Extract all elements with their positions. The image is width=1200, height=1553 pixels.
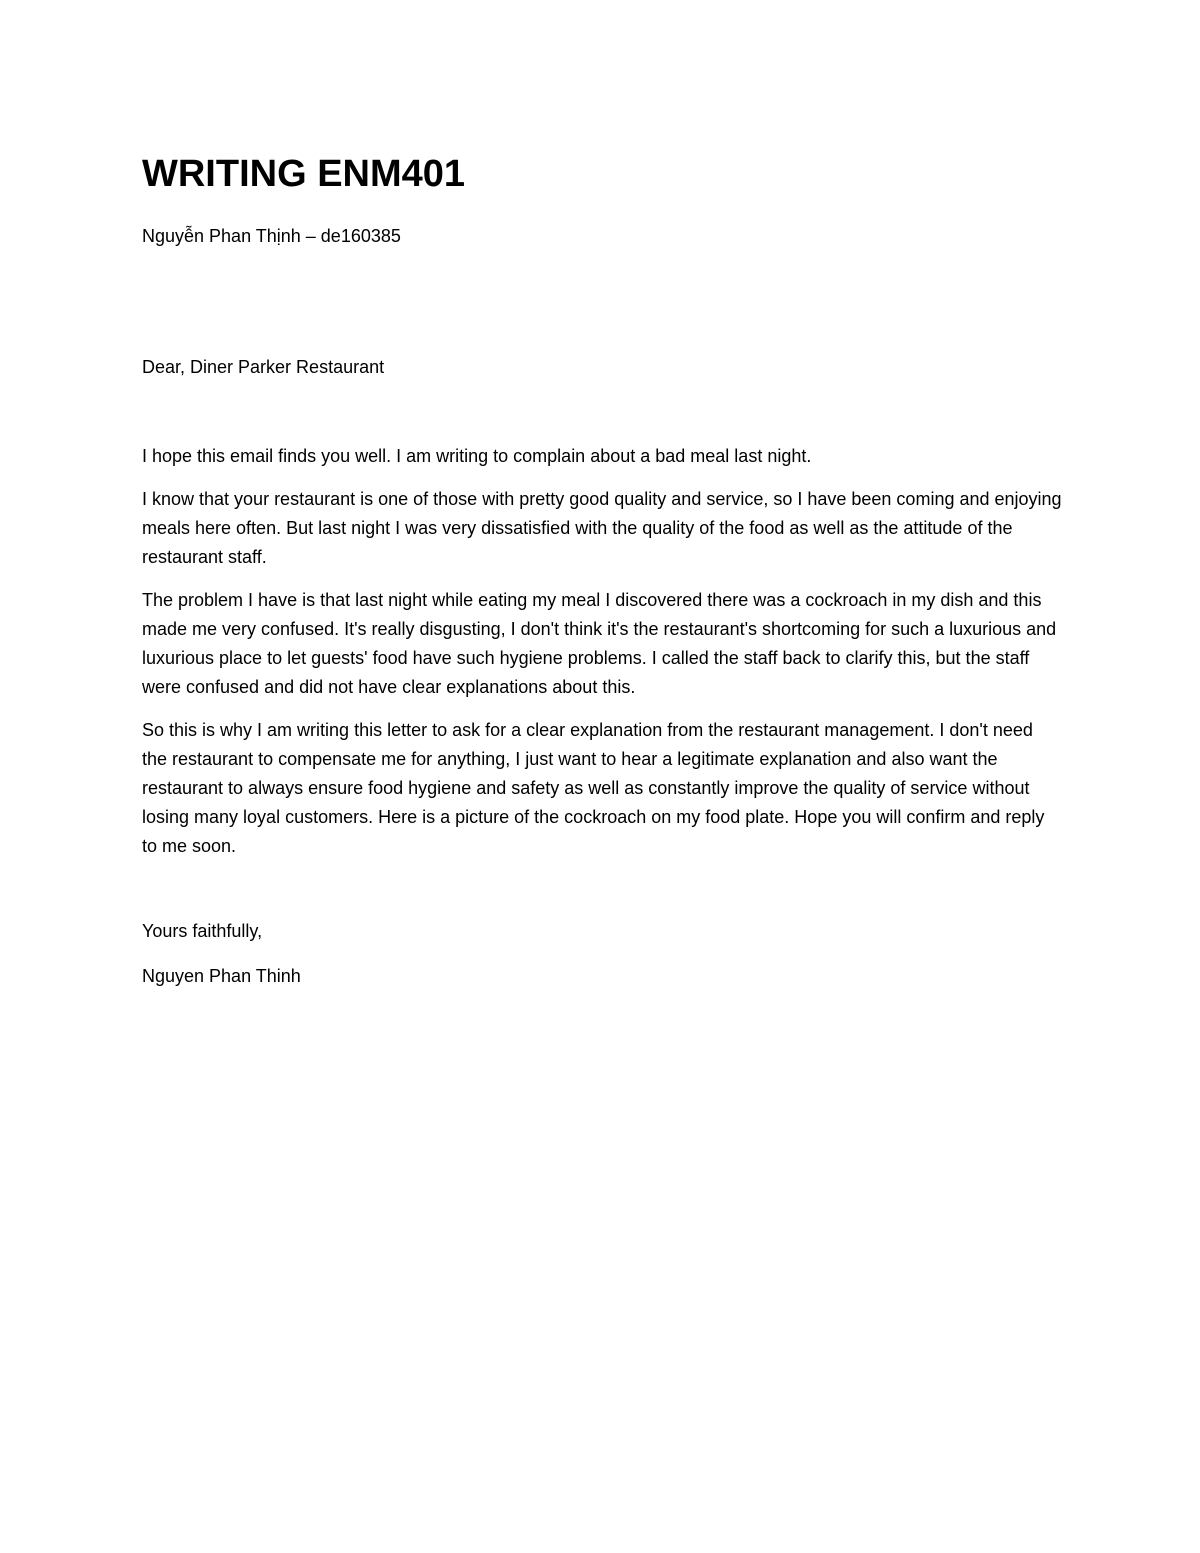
letter-body [142, 442, 1062, 875]
body-paragraph: So this is why I am writing this letter to ask for a clear explanation from the restaurant management. I don't need the restaurant to compensate me for anything, I just want to hear a legitimate explanation and also want the restaurant to always ensure food hygiene and safety as well as constantly improve the quality of service without losing many loyal customers. Here is a picture of the cockroach on my food plate. Hope you will confirm and reply to me soon. [142, 720, 1045, 856]
letter-signature: Nguyen Phan Thinh [142, 966, 301, 986]
body-paragraph: I hope this email finds you well. I am writing to complain about a bad meal last night. [142, 446, 812, 466]
author-line: Nguyễn Phan Thịnh – de160385 [142, 226, 401, 246]
body-paragraph: I know that your restaurant is one of those with pretty good quality and service, so I have been coming and enjoying meals here often. But last night I was very dissatisfied with the quality of the food as well as the attitude of the restaurant staff. [142, 489, 1062, 567]
letter-closing: Yours faithfully, [142, 921, 263, 941]
document-title: WRITING ENM401 [142, 153, 466, 195]
body-paragraph: The problem I have is that last night while eating my meal I discovered there was a cockroach in my dish and this made me very confused. It's really disgusting, I don't think it's the restaurant's shortcoming for such a luxurious and luxurious place to let guests' food have such hygiene problems. I called the staff back to clarify this, but the staff were confused and did not have clear explanations about this. [142, 590, 1057, 697]
letter-greeting: Dear, Diner Parker Restaurant [142, 357, 385, 377]
